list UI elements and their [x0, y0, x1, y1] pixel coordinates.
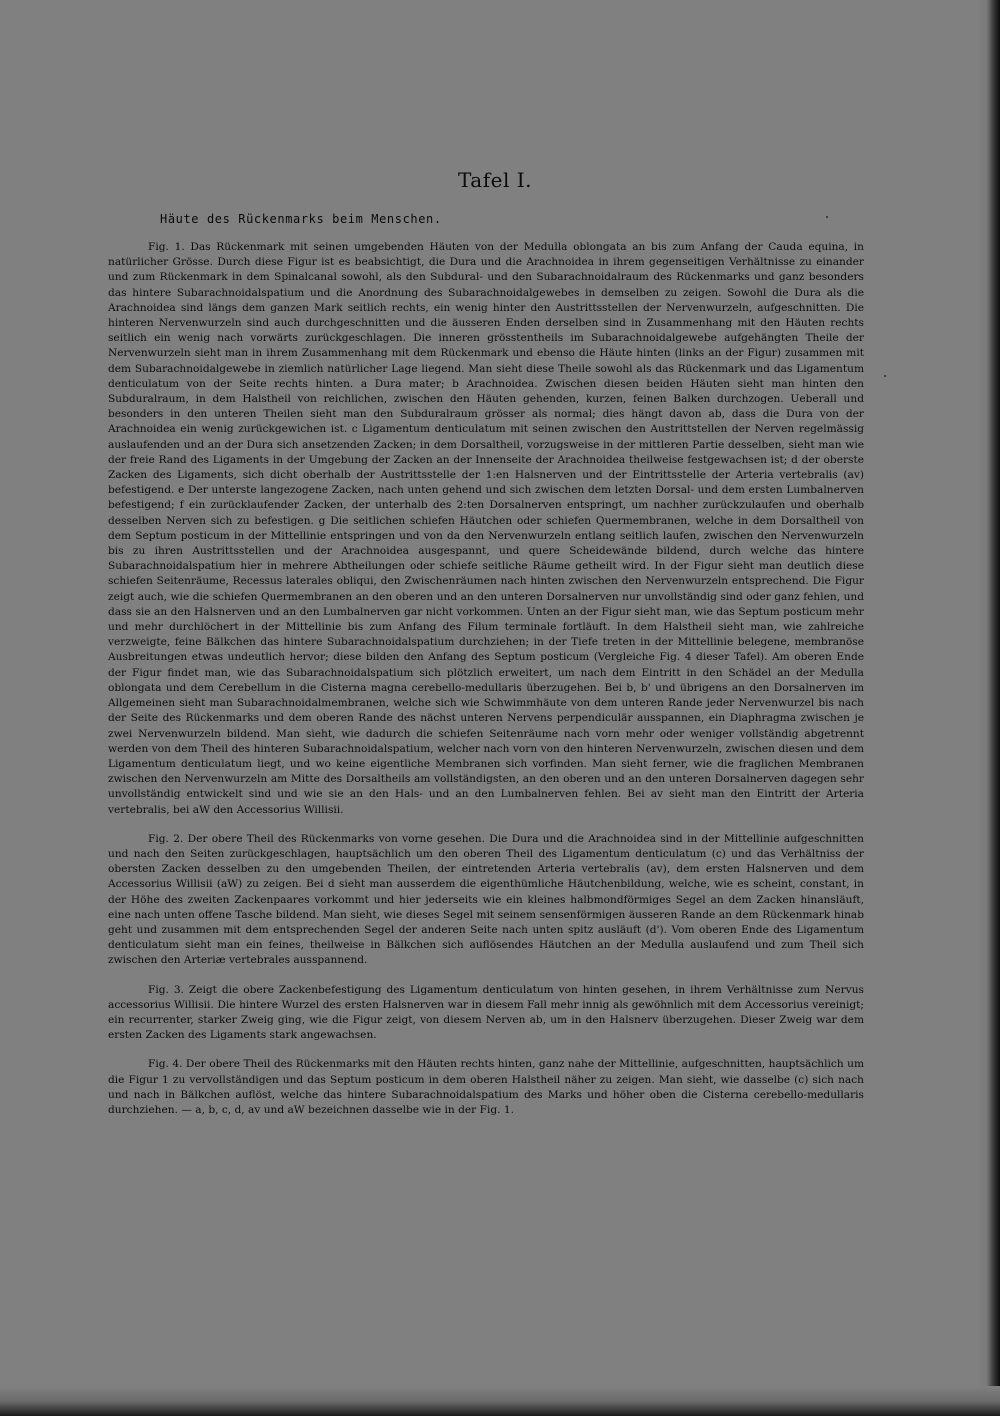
- paragraph-fig-4: Fig. 4. Der obere Theil des Rückenmarks mit den Häuten rechts hinten, ganz nahe der Mittellinie, aufgeschnitten, hauptsächlich um die Figur 1 zu vervollständigen und das Septum posticum in dem oberen Halstheil näher zu zeigen. Man sieht, wie dasselbe (c) sich nach und nach in Bälkchen auflöst, welche das hintere Subarachnoidalspatium des Marks und höher oben die Cisterna cerebello-medullaris durchziehen. — a, b, c, d, av und aW bezeichnen dasselbe wie in der Fig. 1.: [108, 1058, 864, 1116]
- paragraph-fig-2: Fig. 2. Der obere Theil des Rückenmarks von vorne gesehen. Die Dura und die Arachnoidea sind in der Mittellinie aufgeschnitten und nach den Seiten zurückgeschlagen, hauptsächlich um den oberen Theil des Ligamentum denticulatum (c) und das Verhältniss der obersten Zacken desselben zu den umgebenden Theilen, der eintretenden Arteria vertebralis (av), dem ersten Halsnerven und dem Accessorius Willisii (aW) zu zeigen. Bei d sieht man ausserdem die eigenthümliche Häutchenbildung, welche, wie es scheint, constant, in der Höhe des zweiten Zackenpaares vorkommt und hier jederseits wie ein kleines halbmondförmiges Segel an dem Zacken hinansläuft, eine nach unten offene Tasche bildend. Man sieht, wie dieses Segel mit seinem sensenförmigen äusseren Rande an dem Rückenmark hinab geht und zusammen mit dem entsprechenden Segel der anderen Seite nach unten spitz ausläuft (d'). Vom oberen Ende des Ligamentum denticulatum sieht man ein feines, theilweise in Bälkchen sich auflösendes Häutchen an der Medulla auslaufend und zum Theil sich zwischen den Arteriæ vertebrales ausspannend.: [108, 832, 864, 967]
- scan-right-edge: [978, 0, 1000, 1416]
- figure-descriptions: [108, 240, 864, 1118]
- paragraph-fig-3: Fig. 3. Zeigt die obere Zackenbefestigung des Ligamentum denticulatum von hinten gesehen, in ihrem Verhältnisse zum Nervus accessorius Willisii. Die hintere Wurzel des ersten Halsnerven war in diesem Fall mehr innig als gewöhnlich mit dem Accessorius vereinigt; ein recurrenter, starker Zweig ging, wie die Figur zeigt, von diesem Nerven ab, um in den Halsnerv überzugehen. Dieser Zweig war dem ersten Zacken des Ligaments stark angewachsen.: [108, 983, 864, 1042]
- page-title: Tafel I.: [458, 168, 532, 192]
- scan-bottom-edge: [0, 1386, 1000, 1416]
- page-subtitle: Häute des Rückenmarks beim Menschen.: [160, 212, 442, 226]
- scan-speck: [826, 216, 828, 218]
- scan-speck: [884, 375, 886, 377]
- paragraph-fig-1: Fig. 1. Das Rückenmark mit seinen umgebenden Häuten von der Medulla oblongata an bis zum Anfang der Cauda equina, in natürlicher Grösse. Durch diese Figur ist es beabsichtigt, die Dura und die Arachnoidea in ihrem gegenseitigen Verhältnisse zu einander und zum Rückenmark in dem Spinalcanal sowohl, als den Subdural- und den Subarachnoidalraum des Rückenmarks und ganz besonders das hintere Subarachnoidalspatium und die Anordnung des Subarachnoidalgewebes in demselben zu zeigen. Sowohl die Dura als die Arachnoidea sind längs dem ganzen Mark seitlich rechts, ein wenig hinter den Austrittsstellen der Nervenwurzeln, aufgeschnitten. Die hinteren Nervenwurzeln sind auch durchgeschnitten und die äusseren Enden derselben sind in Zusammenhang mit den Häuten rechts seitlich ein wenig nach vorwärts zurückgeschlagen. Die inneren grösstentheils im Subarachnoidalgewebe aufgehängten Theile der Nervenwurzeln sieht man in ihrem Zusammenhang mit dem Rückenmark und ebenso die Häute hinten (links an der Figur) zusammen mit dem Subarachnoidalgewebe in ziemlich natürlicher Lage liegend. Man sieht diese Theile sowohl als das Rückenmark und das Ligamentum denticulatum von der Seite rechts hinten. a Dura mater; b Arachnoidea. Zwischen diesen beiden Häuten sieht man hinten den Subduralraum, in dem Halstheil von reichlichen, zwischen den Häuten gehenden, kurzen, feinen Balken durchzogen. Ueberall und besonders in den unteren Theilen sieht man den Subduralraum grösser als normal; dies hängt davon ab, dass die Dura von der Arachnoidea ein wenig zurückgewichen ist. c Ligamentum denticulatum mit seinen zwischen den Austrittstellen der Nerven regelmässig auslaufenden und an der Dura sich ansetzenden Zacken; in dem Dorsaltheil, vorzugsweise in der mittleren Partie desselben, sieht man wie der freie Rand des Ligaments in der Umgebung der Zacken an der Innenseite der Arachnoidea theilweise festgewachsen ist; d der oberste Zacken des Ligaments, sich dicht oberhalb der Austrittsstelle der 1:en Halsnerven und der Eintrittsstelle der Arteria vertebralis (av) befestigend. e Der unterste langezogene Zacken, nach unten gehend und sich zwischen dem letzten Dorsal- und dem ersten Lumbalnerven befestigend; f ein zurücklaufender Zacken, der unterhalb des 2:ten Dorsalnerven entspringt, um nachher zurückzulaufen und oberhalb desselben Nerven sich zu befestigen. g Die seitlichen schiefen Häutchen oder schiefen Quermembranen, welche in dem Dorsaltheil von dem Septum posticum in der Mittellinie entspringen und von da den Nervenwurzeln entlang seitlich laufen, zwischen den Nervenwurzeln bis zu ihren Austrittsstellen und der Arachnoidea ausgespannt, und quere Scheidewände bildend, durch welche das hintere Subarachnoidalspatium hier in mehrere Abtheilungen oder schiefe seitliche Räume getheilt wird. In der Figur sieht man deutlich diese schiefen Seitenräume, Recessus laterales obliqui, den Zwischenräumen nach hinten zwischen den Nervenwurzeln entsprechend. Die Figur zeigt auch, wie die schiefen Quermembranen an den oberen und an den unteren Dorsalnerven nur unvollständig sind oder ganz fehlen, und dass sie an den Halsnerven und an den Lumbalnerven gar nicht vorkommen. Unten an der Figur sieht man, wie das Septum posticum mehr und mehr durchlöchert in der Mittellinie bis zum Anfang des Filum terminale fortläuft. In dem Halstheil sieht man, wie zahlreiche verzweigte, feine Bälkchen das hintere Subarachnoidalspatium durchziehen; in der Tiefe treten in der Mittellinie belegene, membranöse Ausbreitungen etwas undeutlich hervor; diese bilden den Anfang des Septum posticum (Vergleiche Fig. 4 dieser Tafel). Am oberen Ende der Figur findet man, wie das Subarachnoidalspatium sich plötzlich erweitert, um nach dem Eintritt in den Schädel an der Medulla oblongata und dem Cerebellum in die Cisterna magna cerebello-medullaris überzugehen. Bei b, b' und übrigens an den Dorsalnerven im Allgemeinen sieht man Subarachnoidalmembranen, welche sich wie Schwimmhäute von dem unteren Rande jeder Nervenwurzel bis nach der Seite des Rückenmarks und dem oberen Rande des nächst unteren Nervens perpendiculär ausspannen, ein Diaphragma zwischen je zwei Nervenwurzeln bildend. Man sieht, wie dadurch die schiefen Seitenräume nach vorn mehr oder weniger vollständig abgetrennt werden von dem Theil des hinteren Subarachnoidalspatium, welcher nach vorn von den hinteren Nervenwurzeln, zwischen diesen und dem Ligamentum denticulatum liegt, und wo keine eigentliche Membranen sich vorfinden. Man sieht ferner, wie die fraglichen Membranen zwischen den Nervenwurzeln am Mitte des Dorsaltheils am vollständigsten, an den oberen und an den unteren Dorsalnerven dagegen sehr unvollständig entwickelt sind und wie sie an den Hals- und an den Lumbalnerven fehlen. Bei av sieht man den Eintritt der Arteria vertebralis, bei aW den Accessorius Willisii.: [108, 241, 864, 816]
